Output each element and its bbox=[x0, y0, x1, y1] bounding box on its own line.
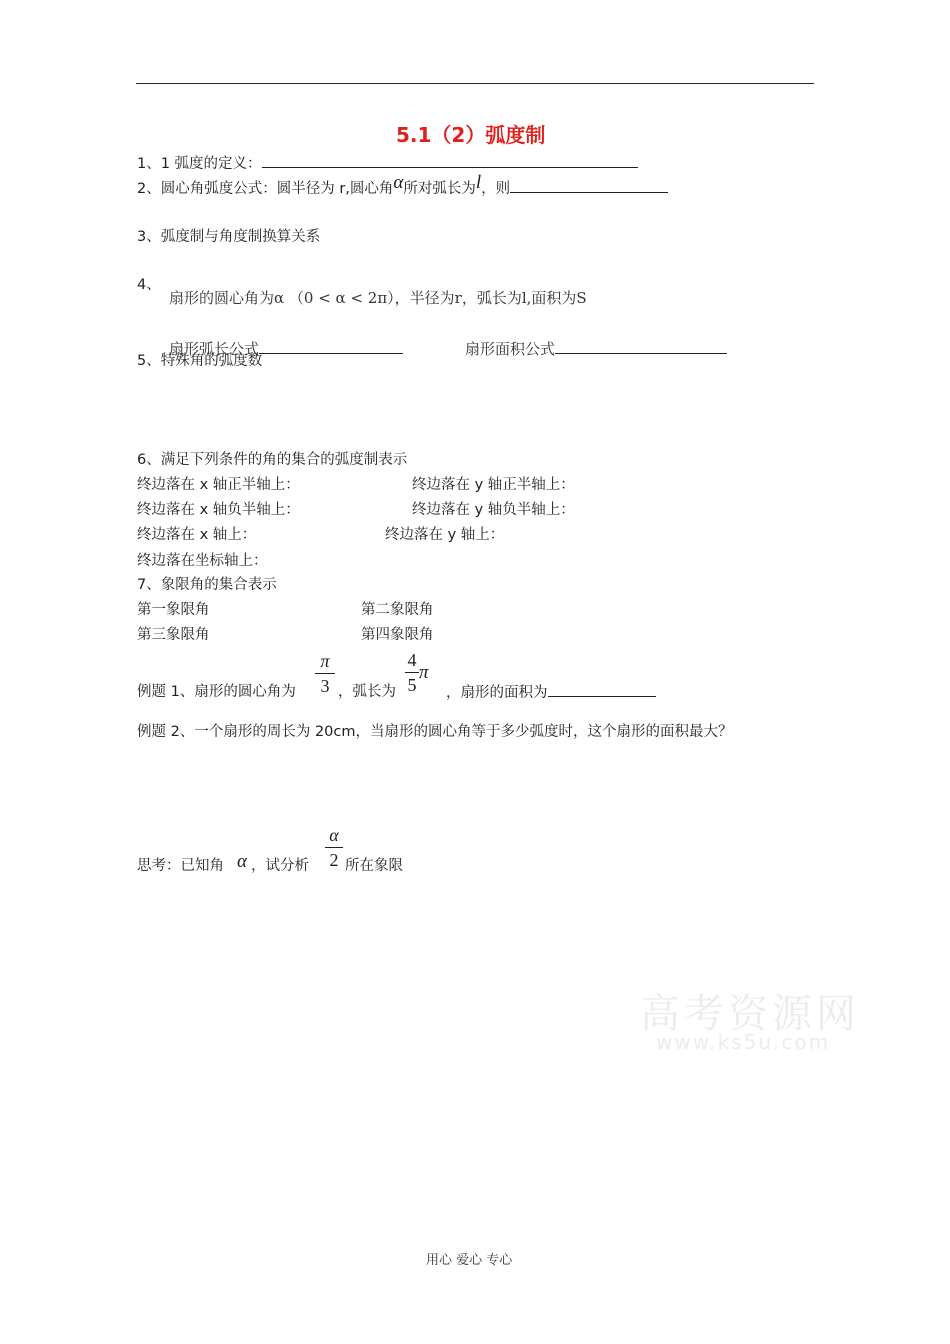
y-axis: 终边落在 y 轴上： bbox=[385, 527, 505, 543]
arc-denominator: 5 bbox=[407, 675, 417, 695]
fraction-numerator: α bbox=[329, 825, 339, 845]
arc-numerator: 4 bbox=[407, 650, 417, 670]
answer-blank bbox=[555, 339, 727, 354]
fraction-denominator: 2 bbox=[329, 850, 339, 870]
angle-fraction bbox=[315, 651, 335, 696]
fraction-bar bbox=[315, 673, 335, 674]
x-positive-semiaxis: 终边落在 x 轴正半轴上： bbox=[137, 477, 300, 493]
sector-area-formula bbox=[465, 338, 727, 359]
second-quadrant: 第二象限角 bbox=[361, 602, 434, 618]
question-4-number: 4、 bbox=[137, 277, 161, 293]
watermark-url: www.ks5u.com bbox=[656, 1030, 831, 1054]
question-2-suffix: ，则 bbox=[481, 181, 511, 197]
arc-fraction bbox=[405, 650, 419, 695]
page-title: 5.1（2）弧度制 bbox=[396, 123, 546, 147]
x-negative-semiaxis: 终边落在 x 轴负半轴上： bbox=[137, 502, 300, 518]
x-axis: 终边落在 x 轴上： bbox=[137, 527, 257, 543]
think-mid: ，试分析 bbox=[251, 858, 309, 874]
example-1-prefix: 例题 1、扇形的圆心角为 bbox=[137, 684, 296, 700]
alpha-symbol: α bbox=[393, 172, 404, 193]
y-negative-semiaxis: 终边落在 y 轴负半轴上： bbox=[412, 502, 575, 518]
fraction-bar bbox=[325, 847, 343, 848]
think-suffix: 所在象限 bbox=[345, 858, 403, 874]
page-footer: 用心 爱心 专心 bbox=[426, 1253, 513, 1268]
watermark-logo: 高考资源网 bbox=[640, 991, 860, 1037]
fraction-bar bbox=[405, 672, 419, 673]
question-1-text: 1、1 弧度的定义： bbox=[137, 156, 262, 172]
arc-length-label: 扇形弧长公式 bbox=[169, 340, 260, 358]
example-1-suffix-text: ，扇形的面积为 bbox=[446, 685, 548, 701]
third-quadrant: 第三象限角 bbox=[137, 627, 210, 643]
answer-blank bbox=[548, 682, 656, 697]
sector-area-label: 扇形面积公式 bbox=[465, 340, 556, 358]
question-2-prefix: 2、圆心角弧度公式：圆半径为 r,圆心角 bbox=[137, 181, 394, 197]
y-positive-semiaxis: 终边落在 y 轴正半轴上： bbox=[412, 477, 575, 493]
coordinate-axes: 终边落在坐标轴上： bbox=[137, 553, 268, 569]
question-4-text: 扇形的圆心角为α （0 < α < 2π），半径为r，弧长为l,面积为S bbox=[169, 289, 587, 307]
question-5: 5、特殊角的弧度数 bbox=[137, 353, 263, 369]
answer-blank bbox=[510, 178, 668, 193]
half-alpha-fraction bbox=[325, 825, 343, 870]
arc-pi: π bbox=[419, 662, 429, 683]
first-quadrant: 第一象限角 bbox=[137, 602, 210, 618]
question-1 bbox=[137, 153, 638, 174]
answer-blank bbox=[259, 339, 403, 354]
fourth-quadrant: 第四象限角 bbox=[361, 627, 434, 643]
question-7: 7、象限角的集合表示 bbox=[137, 577, 277, 593]
question-6: 6、满足下列条件的角的集合的弧度制表示 bbox=[137, 452, 408, 468]
example-1-mid: ，弧长为 bbox=[338, 684, 396, 700]
l-symbol: l bbox=[475, 172, 482, 193]
question-3: 3、弧度制与角度制换算关系 bbox=[137, 229, 321, 245]
header-rule bbox=[136, 83, 814, 84]
example-2: 例题 2、一个扇形的周长为 20cm，当扇形的圆心角等于多少弧度时，这个扇形的面积最大？ bbox=[137, 724, 733, 740]
question-2 bbox=[137, 172, 668, 199]
angle-numerator: π bbox=[320, 651, 330, 671]
angle-denominator: 3 bbox=[320, 676, 330, 696]
example-1-suffix bbox=[446, 682, 656, 703]
question-2-mid: 所对弧长为 bbox=[403, 181, 476, 197]
think-prefix: 思考：已知角 bbox=[137, 858, 224, 874]
answer-blank bbox=[262, 153, 638, 168]
alpha-symbol: α bbox=[237, 851, 247, 872]
